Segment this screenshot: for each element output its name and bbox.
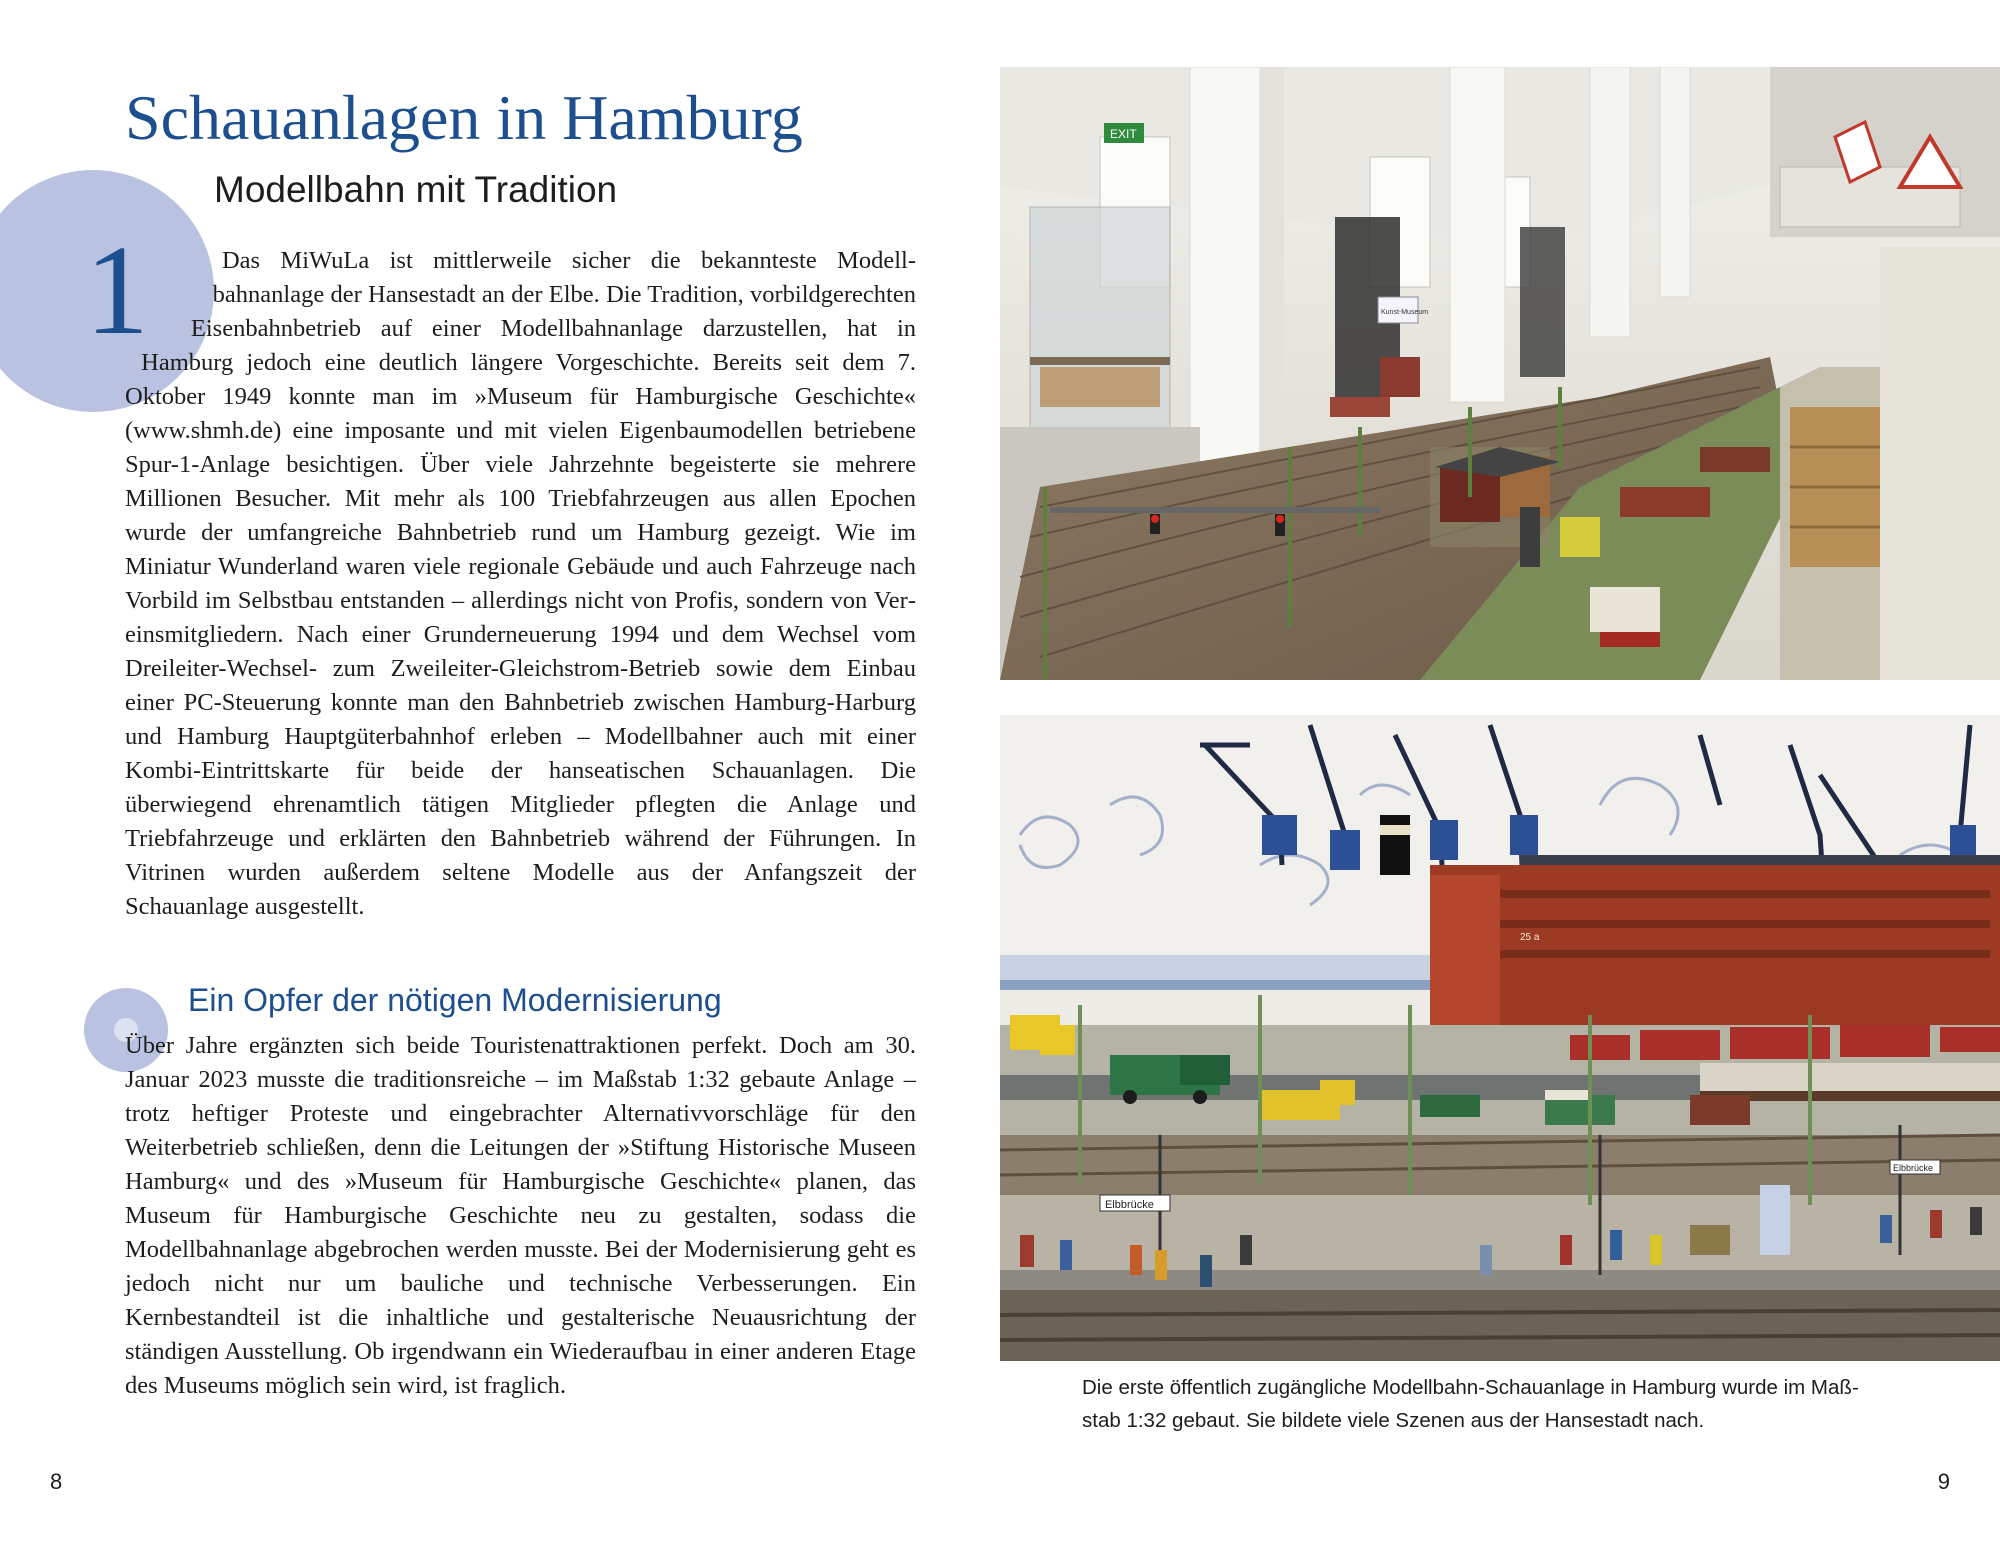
page-number-left: 8 xyxy=(50,1469,63,1494)
section-heading: Ein Opfer der nötigen Modernisierung xyxy=(188,982,722,1018)
building-number: 25 a xyxy=(1520,932,1540,943)
museum-hall-photo xyxy=(1000,67,2000,680)
intro-paragraph-block xyxy=(125,244,916,924)
station-sign-left: Elbbrücke xyxy=(1105,1199,1154,1211)
chapter-number: 1 xyxy=(85,219,149,361)
chapter-title: Schauanlagen in Hamburg xyxy=(125,82,803,153)
harbour-scene-illustration xyxy=(1000,715,2000,1361)
page-number-right: 9 xyxy=(1937,1469,1950,1494)
museum-hall-illustration xyxy=(1000,67,2000,680)
section-paragraph: Über Jahre ergänzten sich beide Touristenattraktionen perfekt. Doch am 30. Januar 2023 musste die traditionsreiche – im Maßstab 1:32 gebaute Anlage – trotz heftiger Proteste und eingebrachter Alternativvorschläge für den Weiterbetrieb schließen, denn die Leitungen der »Stiftung Historische Museen Hamburg« und des »Museum für Hamburgische Geschichte« planen, das Museum für Hamburgische Geschichte neu zu gestalten, sodass die Modellbahnanlage abgebrochen werden musste. Bei der Modernisierung geht es jedoch nicht nur um bauliche und technische Verbesserungen. Ein Kernbestandteil ist die inhaltliche und gestalterische Neuausrichtung der ständigen Ausstellung. Ob irgendwann ein Wiederaufbau in einer anderen Etage des Museums möglich sein wird, ist fraglich. xyxy=(125,1032,916,1399)
exit-sign-text: EXIT xyxy=(1110,127,1137,141)
chapter-subtitle: Modellbahn mit Tradition xyxy=(214,169,618,210)
museum-sign: Kunst-Museum xyxy=(1381,309,1429,316)
station-sign-right: Elbbrücke xyxy=(1893,1163,1934,1173)
harbour-scene-photo xyxy=(1000,715,2000,1361)
section-paragraph-block xyxy=(125,1029,916,1403)
photo-caption: Die erste öffentlich zugängliche Modellbahn-Schauanlage in Hamburg wurde im Maßstab 1:32 gebaut. Sie bildete viele Szenen aus der Hansestadt nach. xyxy=(1082,1376,1859,1432)
intro-paragraph: Das MiWuLa ist mittlerweile sicher die bekannteste Modellbahnanlage der Hansestadt an der Elbe. Die Tradition, vorbildgerechten Eisenbahnbetrieb auf einer Modellbahnanlage darzustellen, hat in Hamburg jedoch eine deutlich längere Vorgeschichte. Bereits seit dem 7. Oktober 1949 konnte man im »Museum für Hamburgische Geschichte« (www.shmh.de) eine imposante und mit vielen Eigenbaumodellen betriebene Spur-1-Anlage besichtigen. Über viele Jahrzehnte begeisterte sie mehrere Millionen Besucher. Mit mehr als 100 Triebfahrzeugen aus allen Epochen wurde der umfangreiche Bahnbetrieb rund um Hamburg gezeigt. Wie im Miniatur Wunderland waren viele regionale Gebäude und auch Fahrzeuge nach Vorbild im Selbstbau entstanden – allerdings nicht von Profis, sondern von Vereinsmitgliedern. Nach einer Grunderneuerung 1994 und dem Wechsel vom Dreileiter-Wechsel- zum Zweileiter-Gleichstrom-Betrieb sowie dem Einbau einer PC-Steuerung konnte man den Bahnbetrieb zwischen Hamburg-Harburg und Hamburg Hauptgüterbahnhof erleben – Modellbahner auch mit einer Kombi-Eintrittskarte für beide der hanseatischen Schauanlagen. Die überwiegend ehrenamtlich tätigen Mitglieder pflegten die Anlage und Triebfahrzeuge und erklärten den Bahnbetrieb während der Führungen. In Vitrinen wurden außerdem seltene Modelle aus der Anfangszeit der Schauanlage ausgestellt. xyxy=(125,247,916,920)
